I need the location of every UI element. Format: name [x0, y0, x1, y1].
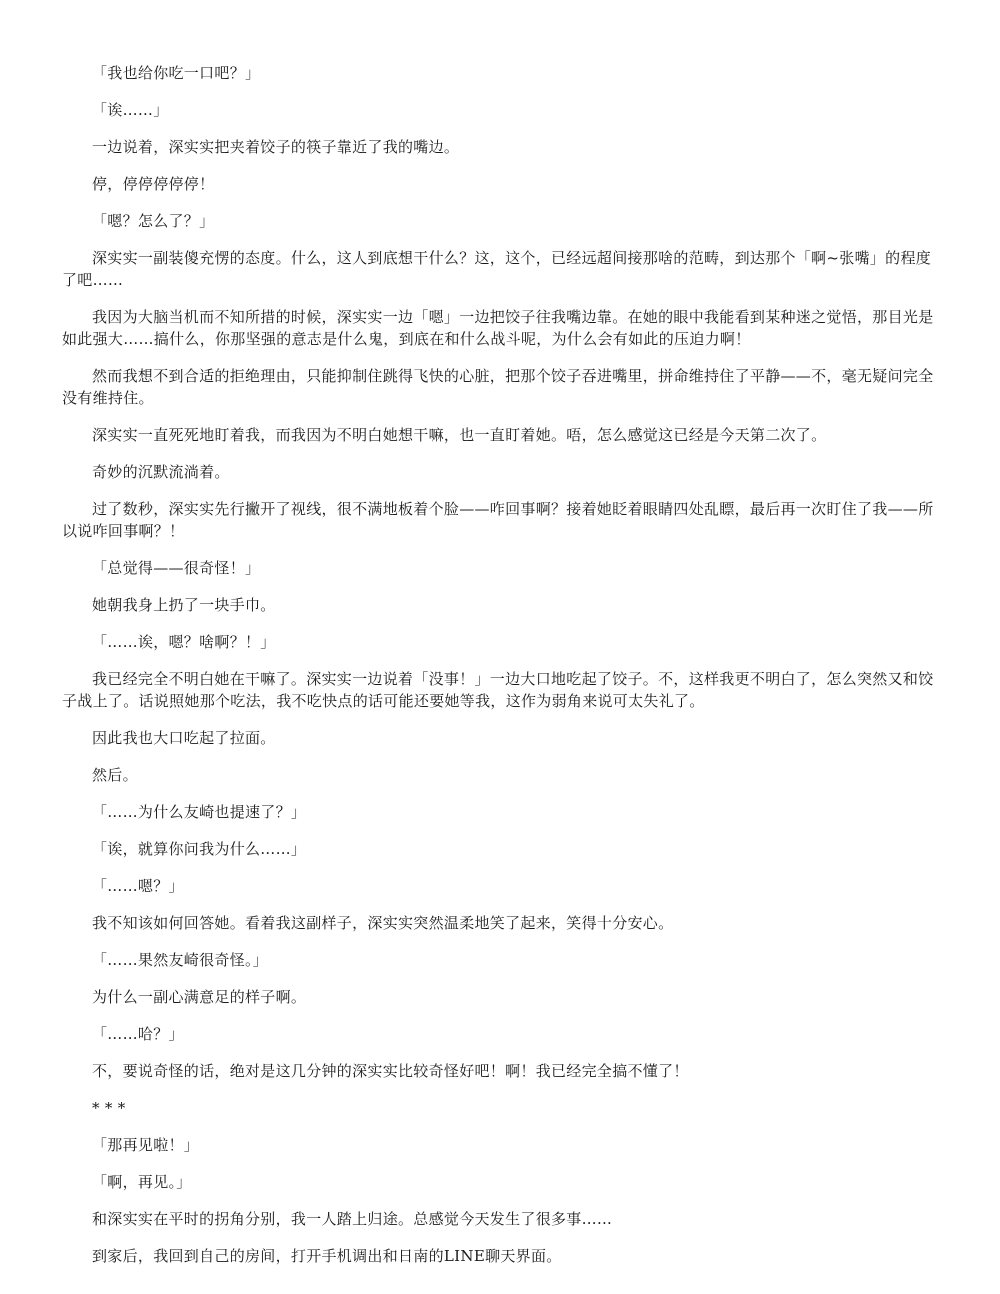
paragraph: 深实实一直死死地盯着我，而我因为不明白她想干嘛，也一直盯着她。唔，怎么感觉这已经是今天第二次了。 [92, 426, 827, 444]
paragraph: 「总觉得——很奇怪！」 [92, 559, 261, 577]
paragraph: 「我也给你吃一口吧？」 [92, 64, 261, 82]
paragraph: 因此我也大口吃起了拉面。 [92, 729, 276, 747]
paragraph: 「诶……」 [92, 101, 169, 119]
paragraph: 为什么一副心满意足的样子啊。 [92, 988, 307, 1006]
paragraph: 我不知该如何回答她。看着我这副样子，深实实突然温柔地笑了起来，笑得十分安心。 [92, 914, 674, 932]
paragraph: 「啊，再见。」 [92, 1173, 192, 1191]
paragraph: 「……为什么友崎也提速了？」 [92, 803, 307, 821]
text-body [62, 62, 942, 1282]
paragraph: 一边说着，深实实把夹着饺子的筷子靠近了我的嘴边。 [92, 138, 460, 156]
paragraph: 「那再见啦！」 [92, 1136, 200, 1154]
paragraph: 「诶，就算你问我为什么……」 [92, 840, 307, 858]
paragraph: 然后。 [92, 766, 138, 784]
paragraph: 和深实实在平时的拐角分别，我一人踏上归途。总感觉今天发生了很多事…… [92, 1210, 613, 1228]
paragraph: 我因为大脑当机而不知所措的时候，深实实一边「嗯」一边把饺子往我嘴边靠。在她的眼中我能看到某种迷之觉悟，那目光是如此强大……搞什么，你那坚强的意志是什么鬼，到底在和什么战斗呢，为什么会有如此的压迫力啊！ [62, 308, 934, 348]
paragraph: 过了数秒，深实实先行撇开了视线，很不满地板着个脸——咋回事啊？接着她眨着眼睛四处乱瞟，最后再一次盯住了我——所以说咋回事啊？！ [62, 500, 934, 540]
paragraph: 我已经完全不明白她在干嘛了。深实实一边说着「没事！」一边大口地吃起了饺子。不，这样我更不明白了，怎么突然又和饺子战上了。话说照她那个吃法，我不吃快点的话可能还要她等我，这作为弱角来说可太失礼了。 [62, 670, 934, 710]
paragraph: 「……果然友崎很奇怪。」 [92, 951, 269, 969]
paragraph: 「……哈？」 [92, 1025, 184, 1043]
paragraph: 停，停停停停停！ [92, 175, 215, 193]
paragraph: 不，要说奇怪的话，绝对是这几分钟的深实实比较奇怪好吧！啊！我已经完全搞不懂了！ [92, 1062, 689, 1080]
paragraph: 奇妙的沉默流淌着。 [92, 463, 230, 481]
scene-break: * * * [92, 1099, 126, 1117]
paragraph: 「……诶，嗯？啥啊？！」 [92, 633, 276, 651]
paragraph: 然而我想不到合适的拒绝理由，只能抑制住跳得飞快的心脏，把那个饺子吞进嘴里，拼命维持住了平静——不，毫无疑问完全没有维持住。 [62, 367, 934, 407]
paragraph: 深实实一副装傻充愣的态度。什么，这人到底想干什么？这，这个，已经远超间接那啥的范畴，到达那个「啊~张嘴」的程度了吧…… [62, 249, 932, 289]
paragraph: 「嗯？怎么了？」 [92, 212, 215, 230]
paragraph: 她朝我身上扔了一块手巾。 [92, 596, 276, 614]
paragraph: 到家后，我回到自己的房间，打开手机调出和日南的LINE聊天界面。 [92, 1247, 562, 1265]
paragraph: 「……嗯？」 [92, 877, 184, 895]
